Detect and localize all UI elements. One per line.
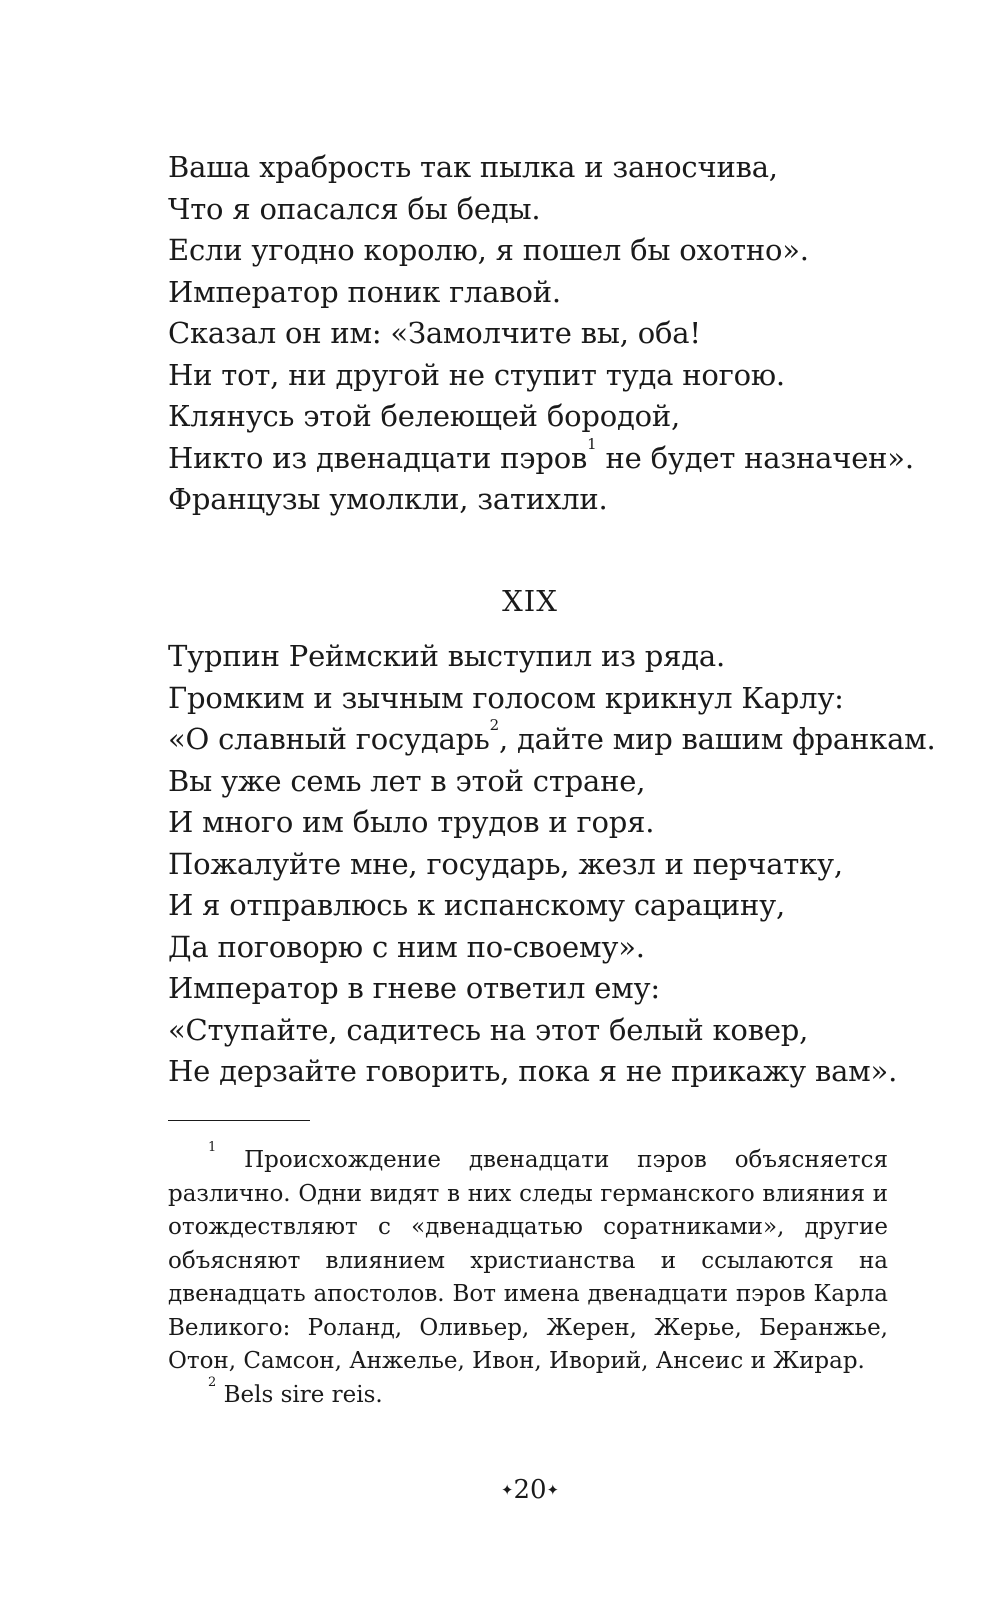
footnote-ref[interactable]: 2	[489, 716, 499, 734]
verse-stanza-1	[168, 147, 948, 521]
verse-line	[168, 434, 948, 480]
verse-line: «Ступайте, садитесь на этот белый ковер,	[168, 1012, 809, 1047]
verse-text: не будет назначен».	[596, 440, 914, 475]
verse-line: Клянусь этой белеющей бородой,	[168, 399, 681, 433]
verse-line: Вы уже семь лет в этой стране,	[168, 763, 646, 798]
verse-text: , дайте мир вашим франкам.	[498, 722, 936, 756]
footnote-ref[interactable]: 1	[587, 434, 597, 453]
verse-text: «О славный государь	[168, 722, 490, 756]
verse-line	[168, 716, 948, 761]
footnote-text: Происхождение двенадцати пэров объясняется различно. Одни видят в них следы германского влияния и отождествляют с «двенадцатью соратниками», другие объясняют влиянием христианства и ссылаются на двенадцать апостолов. Вот имена двенадцати пэров Карла Великого: Роланд, Оливьер, Жерен, Жерье, Беранжье, Отон, Самсон, Анжелье, Ивон, Иворий, Ансеис и Жирар.	[168, 1147, 888, 1374]
footnote-item	[168, 1374, 888, 1413]
verse-line: Ни тот, ни другой не ступит туда ногою.	[168, 357, 785, 392]
footnote-marker: 1	[208, 1140, 217, 1155]
four-pointed-star-icon: ✦	[500, 1481, 514, 1499]
verse-line: Император поник главой.	[168, 274, 561, 309]
page-number	[0, 1473, 1000, 1510]
verse-line: Ваша храбрость так пылка и заносчива,	[168, 150, 778, 184]
verse-line: И я отправлюсь к испанскому сарацину,	[168, 888, 786, 922]
verse-stanza-2	[168, 636, 948, 1093]
verse-text: Никто из двенадцати пэров	[168, 440, 588, 475]
page-number-value: 20	[513, 1475, 547, 1505]
verse-line: Сказал он им: «Замолчите вы, оба!	[168, 316, 701, 350]
footnotes	[168, 1140, 888, 1412]
verse-line: Император в гневе ответил ему:	[168, 971, 660, 1005]
footnote-marker: 2	[208, 1374, 217, 1390]
verse-line: Не дерзайте говорить, пока я не прикажу вам».	[168, 1054, 898, 1088]
footnote-divider	[168, 1120, 310, 1121]
verse-line: Если угодно королю, я пошел бы охотно».	[168, 233, 809, 267]
footnote-item	[168, 1140, 888, 1379]
footnote-text: Bels sire reis.	[223, 1381, 383, 1408]
verse-line: И много им было трудов и горя.	[168, 805, 655, 839]
four-pointed-star-icon: ✦	[546, 1481, 560, 1499]
verse-line: Турпин Реймский выступил из ряда.	[168, 639, 726, 673]
verse-line: Французы умолкли, затихли.	[168, 482, 608, 516]
verse-line: Пожалуйте мне, государь, жезл и перчатку,	[168, 846, 843, 881]
verse-line: Да поговорю с ним по-своему».	[168, 929, 645, 964]
verse-line: Что я опасался бы беды.	[168, 191, 541, 226]
section-heading: XIX	[502, 584, 558, 618]
verse-line: Громким и зычным голосом крикнул Карлу:	[168, 680, 844, 715]
